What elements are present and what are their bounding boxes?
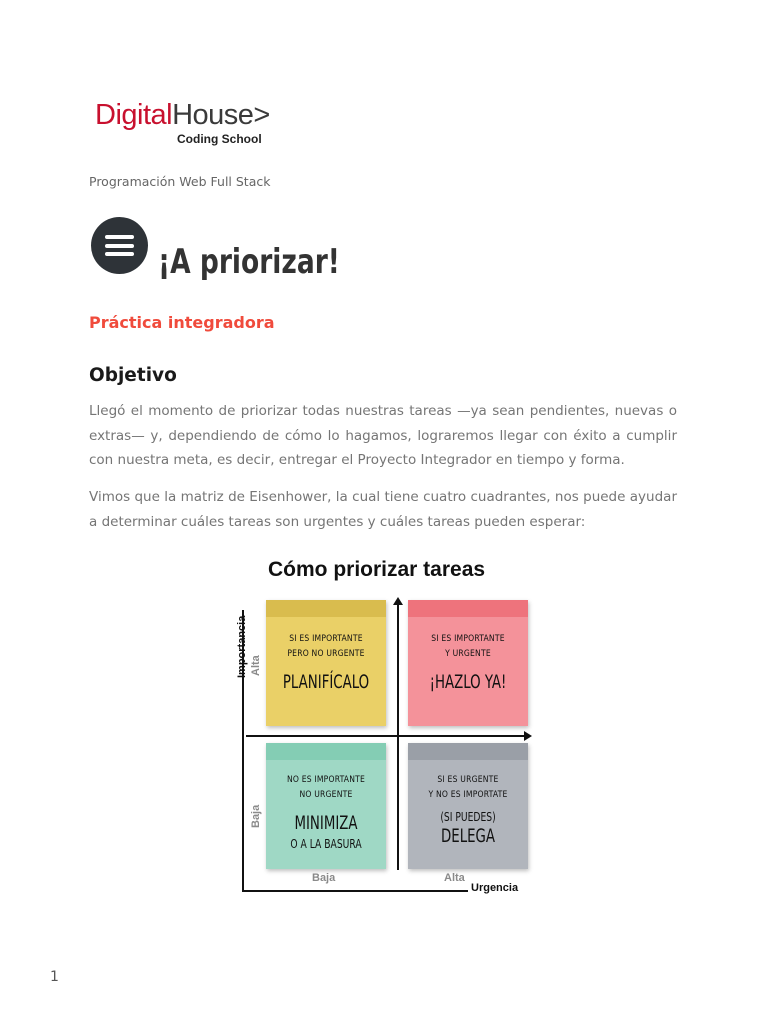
note-band bbox=[408, 743, 528, 760]
quadrant-plan bbox=[266, 600, 386, 726]
quadrant-minimize-action: MINIMIZA bbox=[294, 812, 358, 834]
quadrant-delegate-line2: Y NO ES IMPORTATE bbox=[428, 790, 508, 800]
logo-wordmark bbox=[95, 98, 270, 132]
y-axis-label: Importancia bbox=[236, 615, 248, 678]
quadrant-delegate-line1: SI ES URGENTE bbox=[437, 775, 499, 785]
center-horizontal-axis bbox=[246, 735, 528, 737]
x-high-label: Alta bbox=[444, 872, 465, 884]
eisenhower-matrix-figure bbox=[226, 550, 542, 900]
quadrant-minimize-extra: O A LA BASURA bbox=[290, 837, 362, 851]
note-band bbox=[266, 743, 386, 760]
logo-subtitle: Coding School bbox=[177, 132, 262, 146]
logo-arrow: > bbox=[253, 99, 270, 131]
digitalhouse-logo bbox=[95, 98, 270, 146]
quadrant-minimize bbox=[266, 743, 386, 869]
y-high-label: Alta bbox=[250, 655, 262, 676]
page-title: ¡A priorizar! bbox=[158, 242, 340, 282]
quadrant-do-action: ¡HAZLO YA! bbox=[429, 671, 507, 693]
logo-house: House bbox=[172, 99, 254, 131]
quadrant-plan-action: PLANIFÍCALO bbox=[282, 671, 370, 693]
paragraph-2: Vimos que la matriz de Eisenhower, la cual tiene cuatro cuadrantes, nos puede ayudar a determinar cuáles tareas son urgentes y cuáles tareas pueden esperar: bbox=[89, 489, 677, 530]
note-band bbox=[408, 600, 528, 617]
quadrant-do bbox=[408, 600, 528, 726]
x-axis-line bbox=[242, 890, 468, 892]
x-axis-label: Urgencia bbox=[471, 882, 519, 894]
quadrant-delegate bbox=[408, 743, 528, 869]
paragraph-1: Llegó el momento de priorizar todas nuestras tareas —ya sean pendientes, nuevas o extras— y, dependiendo de cómo lo hagamos, lograremos llegar con éxito a cumplir con nuestra meta, es decir, entregar el Proyecto Integrador en tiempo y forma. bbox=[89, 403, 677, 468]
figure-title: Cómo priorizar tareas bbox=[268, 558, 486, 581]
course-name: Programación Web Full Stack bbox=[89, 174, 271, 189]
quadrant-minimize-line2: NO URGENTE bbox=[299, 790, 353, 800]
page-number: 1 bbox=[50, 969, 59, 985]
quadrant-plan-line2: PERO NO URGENTE bbox=[287, 649, 365, 659]
y-low-label: Baja bbox=[250, 804, 262, 828]
quadrant-plan-line1: SI ES IMPORTANTE bbox=[289, 634, 363, 644]
x-low-label: Baja bbox=[312, 872, 336, 884]
section-heading: Objetivo bbox=[89, 365, 177, 386]
quadrant-delegate-action: DELEGA bbox=[441, 825, 495, 847]
quadrant-do-line2: Y URGENTE bbox=[445, 649, 491, 659]
arrow-up-icon bbox=[393, 597, 403, 605]
quadrant-minimize-line1: NO ES IMPORTANTE bbox=[286, 775, 366, 785]
subtitle: Práctica integradora bbox=[89, 313, 275, 332]
menu-icon bbox=[91, 217, 148, 274]
quadrant-do-line1: SI ES IMPORTANTE bbox=[431, 634, 505, 644]
note-band bbox=[266, 600, 386, 617]
logo-digital: Digital bbox=[95, 99, 173, 131]
arrow-right-icon bbox=[524, 731, 532, 741]
quadrant-delegate-extra: (SI PUEDES) bbox=[440, 810, 496, 824]
